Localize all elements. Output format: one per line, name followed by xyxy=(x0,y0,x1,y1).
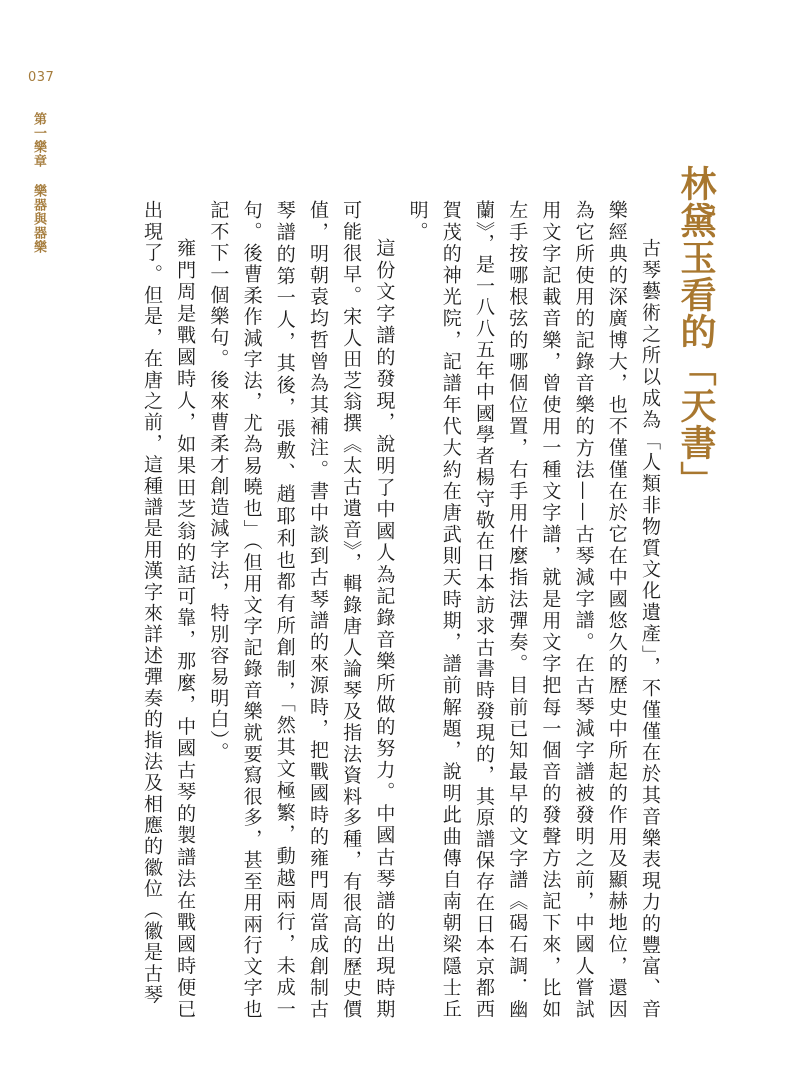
running-head xyxy=(30,112,46,254)
page-number: 037 xyxy=(28,70,55,85)
paragraph: 雍門周是戰國時人，如果田芝翁的話可靠，那麼，中國古琴的製譜法在戰國時便已出現了。但是，在唐之前，這種譜是用漢字來詳述彈奏的指法及相應的徽位（徽是古琴 xyxy=(140,200,197,1020)
chapter-subtitle: 樂器與器樂 xyxy=(31,184,46,254)
paragraph: 這份文字譜的發現，說明了中國人為記錄音樂所做的努力。中國古琴譜的出現時期可能很早。宋人田芝翁撰《太古遺音》，輯錄唐人論琴及指法資料多種，有很高的歷史價值，明朝袁均哲曾為其補注。書中談到古琴譜的來源時，把戰國時的雍門周當成創制古琴譜的第一人，其後，張敷、趙耶利也都有所創制，「然其文極繁，動越兩行，未成一句。後曹柔作減字法，尤為易曉也」（但用文字記錄音樂就要寫很多，甚至用兩行文字也記不下一個樂句。後來曹柔才創造減字法，特別容易明白）。 xyxy=(207,200,396,1020)
body-text xyxy=(106,200,666,1020)
section-title: 林黛玉看的「天書」 xyxy=(675,165,717,498)
paragraph: 古琴藝術之所以成為「人類非物質文化遺產」，不僅僅在於其音樂表現力的豐富、音樂經典的深廣博大，也不僅僅在於它在中國悠久的歷史中所起的作用及顯赫地位，還因為它所使用的記錄音樂的方法——古琴減字譜。在古琴減字譜被發明之前，中國人嘗試用文字記載音樂，曾使用一種文字譜，就是用文字把每一個音的發聲方法記下來，比如左手按哪根弦的哪個位置，右手用什麼指法彈奏。目前已知最早的文字譜《碣石調．幽蘭》，是一八八五年中國學者楊守敬在日本訪求古書時發現的，其原譜保存在日本京都西賀茂的神光院，記譜年代大約在唐武則天時期，譜前解題，說明此曲傳自南朝梁隱士丘明。 xyxy=(406,200,661,1020)
chapter-label: 第一樂章 xyxy=(31,112,46,168)
